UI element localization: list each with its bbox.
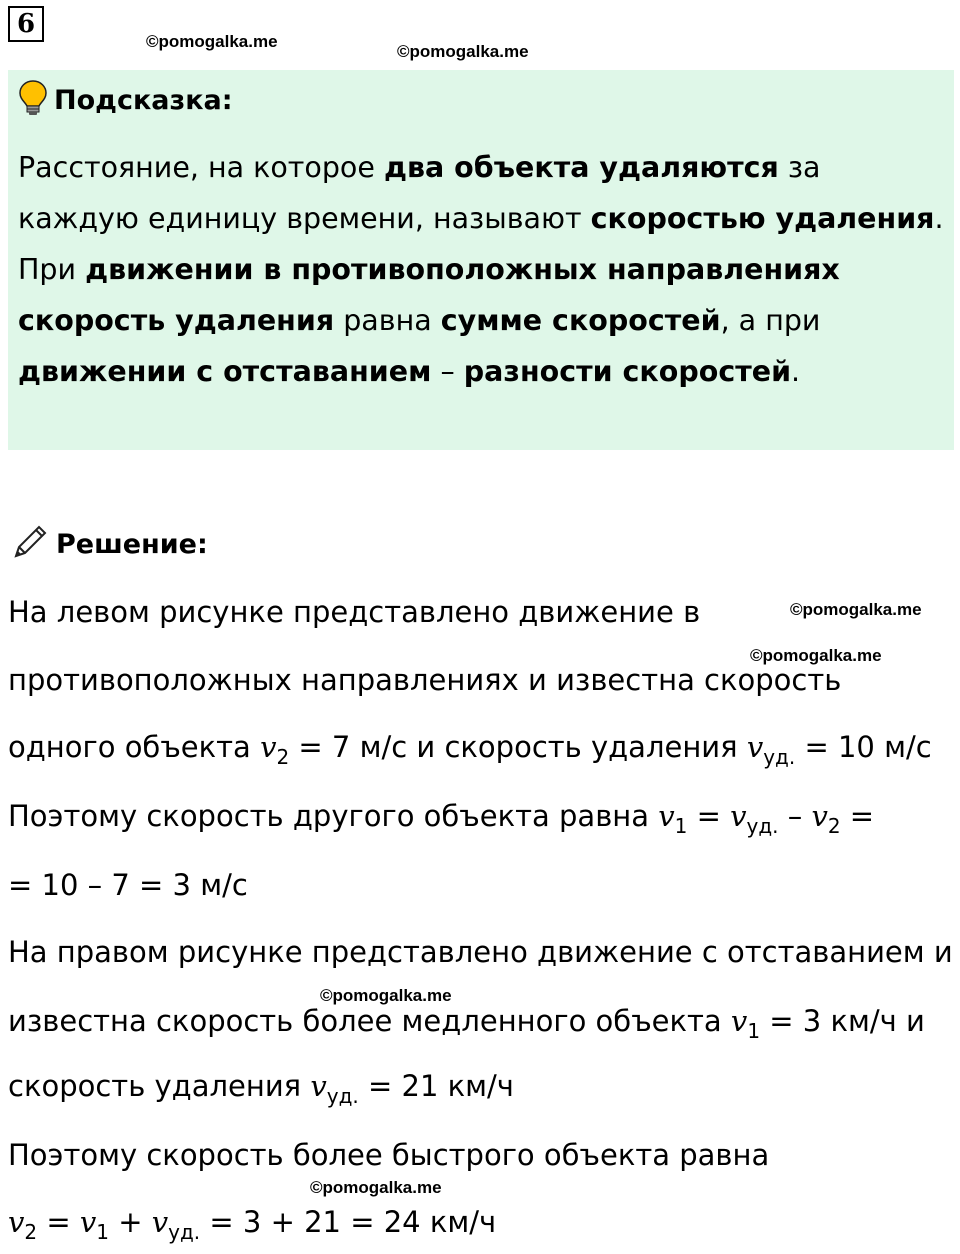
solution-line: На правом рисунке представлено движение с отставанием и xyxy=(8,935,953,969)
watermark: ©pomogalka.me xyxy=(750,646,882,665)
watermark: ©pomogalka.me xyxy=(146,32,278,51)
formula-var: v xyxy=(260,730,277,764)
solution-line: Поэтому скорость другого объекта равна $v_1 = v_{уд.} - v_2$ = xyxy=(8,799,875,838)
solution-line: противоположных направлениях и известна скорость xyxy=(8,663,842,697)
pencil-icon xyxy=(10,522,50,566)
watermark: ©pomogalka.me xyxy=(397,42,529,61)
hint-title: Подсказка: xyxy=(54,84,233,116)
watermark: ©pomogalka.me xyxy=(790,600,922,619)
watermark: ©pomogalka.me xyxy=(310,1178,442,1197)
solution-line: Поэтому скорость более быстрого объекта равна xyxy=(8,1138,770,1172)
hint-heading xyxy=(18,79,233,121)
solution-line: скорость удаления $v_{уд.} = 21$ км/ч xyxy=(8,1069,514,1108)
solution-line: = 10 – 7 = 3 м/с xyxy=(8,868,248,902)
hint-text: Расстояние, на которое два объекта удаляются за каждую единицу времени, называют скоростью удаления. При движении в противоположных направлениях скорость удаления равна сумме скоростей, а при движении с отставанием – разности скоростей. xyxy=(18,151,944,388)
solution-title: Решение: xyxy=(56,528,208,560)
solution-line: известна скорость более медленного объекта $v_1 = 3$ км/ч и xyxy=(8,1004,925,1043)
watermark: ©pomogalka.me xyxy=(320,986,452,1005)
solution-line: $v_2 = v_1 + v_{уд.} = 3 + 21 = 24$ км/ч xyxy=(8,1205,497,1244)
task-number: 6 xyxy=(8,6,44,42)
solution-line: На левом рисунке представлено движение в xyxy=(8,595,701,629)
solution-heading xyxy=(10,522,208,566)
lightbulb-icon xyxy=(18,79,48,121)
solution-line: одного объекта $v_2 = 7$ м/с и скорость удаления $v_{уд.} = 10$ м/с xyxy=(8,730,932,769)
